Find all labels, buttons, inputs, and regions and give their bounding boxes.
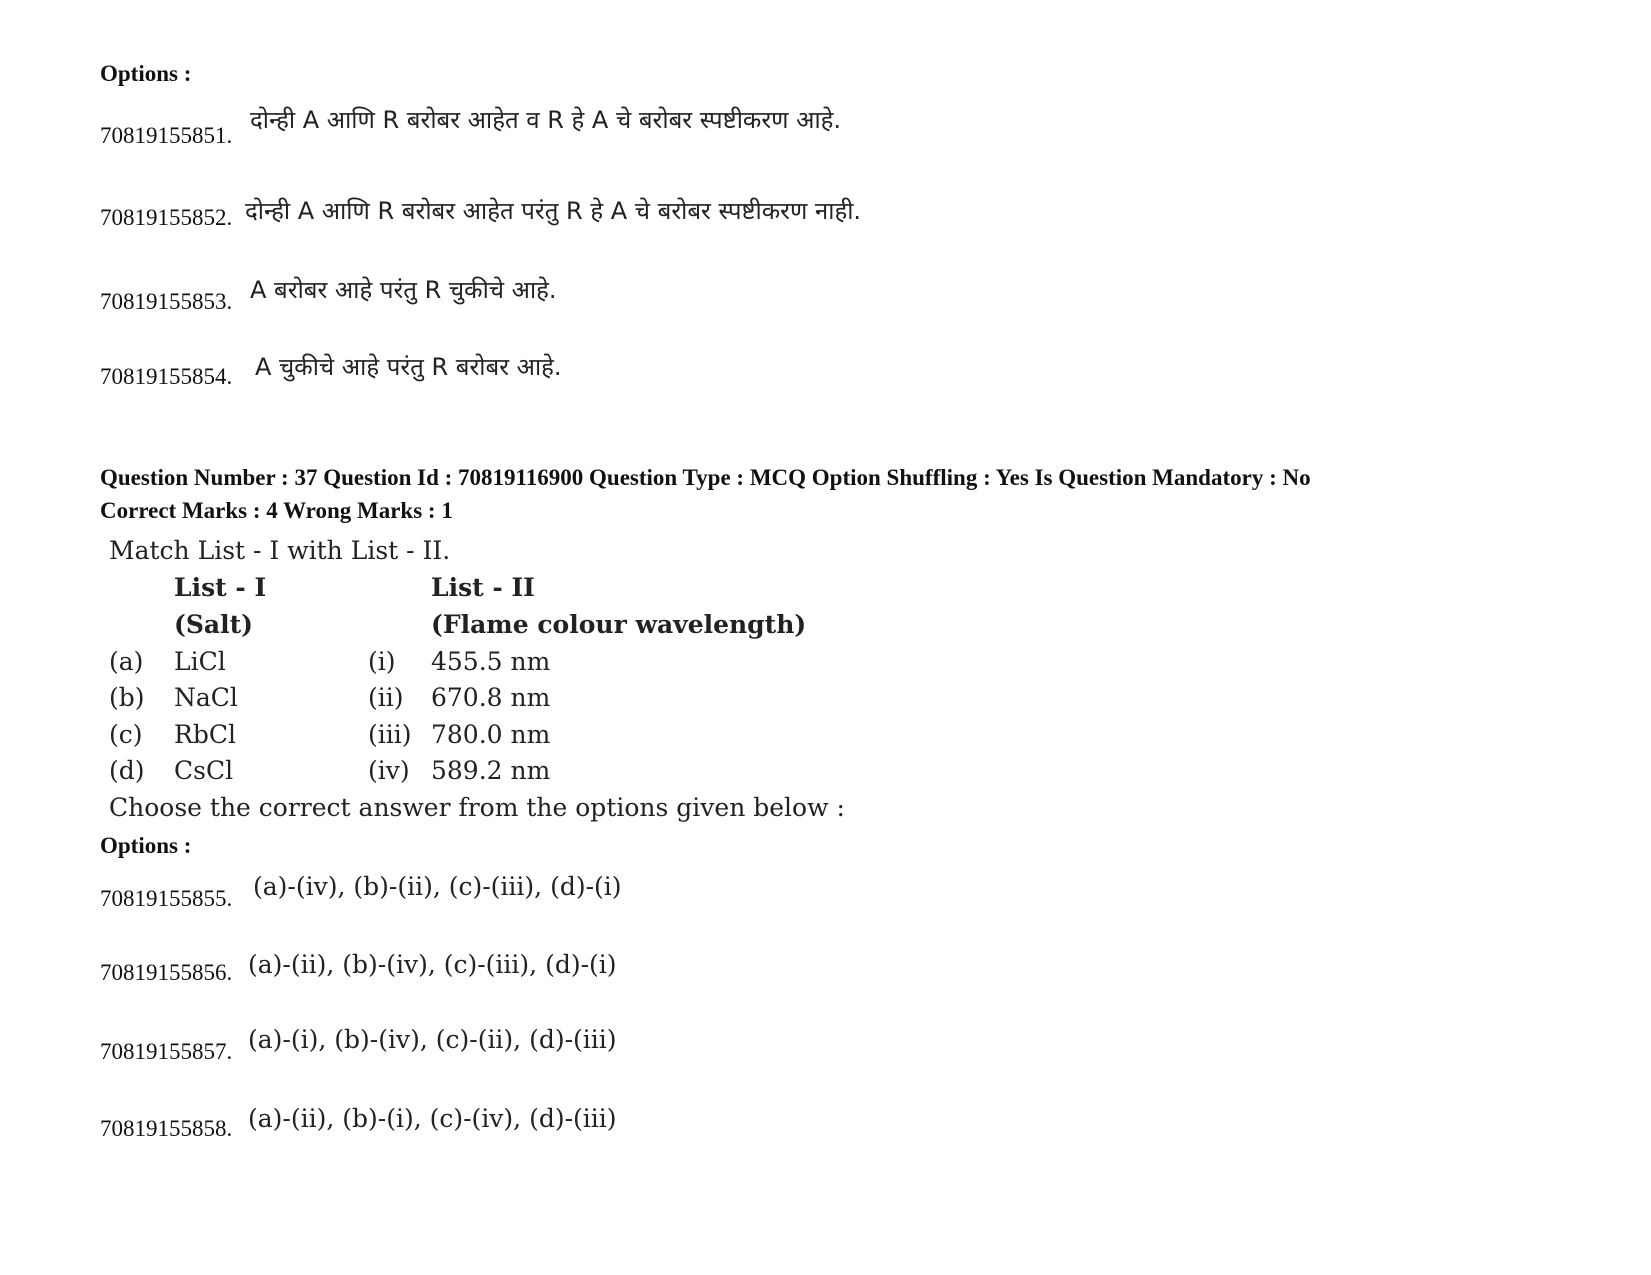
question-instruction: Choose the correct answer from the options given below : [109,793,845,822]
list1-subheader: (Salt) [174,610,253,639]
row-letter: (c) [109,720,143,749]
option-text: A चुकीचे आहे परंतु R बरोबर आहे. [255,353,562,381]
list2-header: List - II [431,573,535,602]
question-marks: Correct Marks : 4 Wrong Marks : 1 [100,498,453,523]
question-meta: Question Number : 37 Question Id : 70819116900 Question Type : MCQ Option Shuffling : Yes Is Question Mandatory : No [100,465,1311,490]
row-letter: (b) [109,683,145,712]
row-roman: (iv) [368,756,410,785]
row-roman: (i) [368,647,396,676]
row-roman: (iii) [368,720,412,749]
option-id: 70819155853. [100,289,233,314]
option-id: 70819155856. [100,960,233,985]
option-text: A बरोबर आहे परंतु R चुकीचे आहे. [250,276,557,304]
option-id: 70819155854. [100,364,233,389]
row-salt: LiCl [174,647,226,676]
option-text: दोन्ही A आणि R बरोबर आहेत परंतु R हे A चे बरोबर स्पष्टीकरण नाही. [245,197,862,225]
option-text: दोन्ही A आणि R बरोबर आहेत व R हे A चे बरोबर स्पष्टीकरण आहे. [250,106,842,134]
options-label: Options : [100,61,192,86]
row-wavelength: 455.5 nm [431,647,551,676]
option-id: 70819155858. [100,1116,233,1141]
row-letter: (a) [109,647,144,676]
option-id: 70819155857. [100,1039,233,1064]
option-text: (a)-(iv), (b)-(ii), (c)-(iii), (d)-(i) [253,872,622,901]
row-letter: (d) [109,756,145,785]
row-roman: (ii) [368,683,404,712]
options-label: Options : [100,833,192,858]
row-salt: CsCl [174,756,234,785]
row-wavelength: 780.0 nm [431,720,551,749]
row-wavelength: 670.8 nm [431,683,551,712]
option-id: 70819155855. [100,886,233,911]
option-text: (a)-(ii), (b)-(iv), (c)-(iii), (d)-(i) [248,950,617,979]
option-id: 70819155852. [100,205,233,230]
list2-subheader: (Flame colour wavelength) [431,610,807,639]
list1-header: List - I [174,573,267,602]
question-stem: Match List - I with List - II. [109,536,451,565]
option-text: (a)-(i), (b)-(iv), (c)-(ii), (d)-(iii) [248,1025,617,1054]
option-text: (a)-(ii), (b)-(i), (c)-(iv), (d)-(iii) [248,1104,617,1133]
row-salt: RbCl [174,720,236,749]
option-id: 70819155851. [100,123,233,148]
row-wavelength: 589.2 nm [431,756,551,785]
row-salt: NaCl [174,683,238,712]
